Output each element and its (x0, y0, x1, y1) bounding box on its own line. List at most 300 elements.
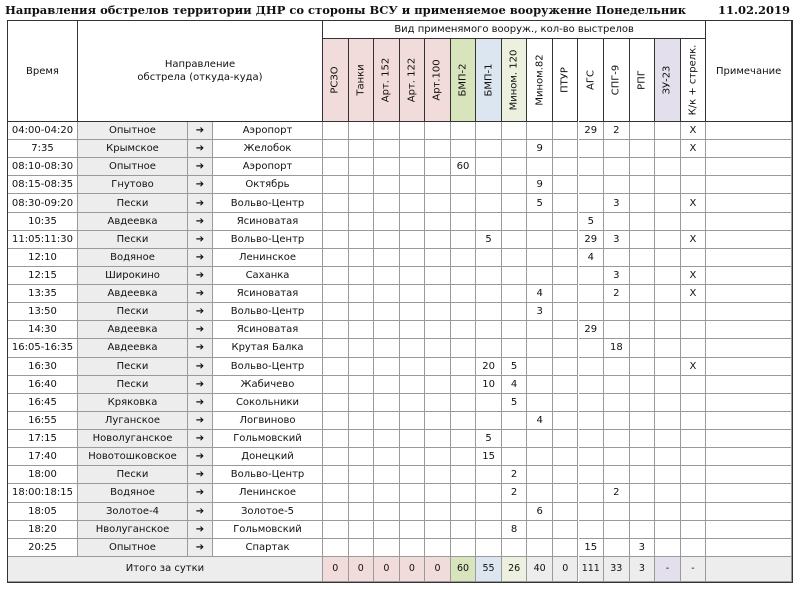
cell-value (579, 303, 605, 321)
cell-to: Сокольники (213, 394, 323, 412)
cell-value (527, 466, 553, 484)
cell-time: 18:20 (8, 521, 78, 539)
cell-value (349, 140, 375, 158)
cell-from: Нволуганское (78, 521, 188, 539)
cell-from: Авдеевка (78, 213, 188, 231)
cell-value (527, 158, 553, 176)
cell-value (655, 267, 681, 285)
cell-value (502, 231, 528, 249)
cell-value (451, 430, 477, 448)
page-header (0, 0, 800, 20)
cell-value (374, 430, 400, 448)
cell-to: Логвиново (213, 412, 323, 430)
arrow-icon: ➔ (188, 394, 213, 412)
totals-value: 111 (579, 557, 605, 582)
cell-value (349, 249, 375, 267)
cell-value (476, 140, 502, 158)
cell-value (579, 267, 605, 285)
cell-value (502, 339, 528, 357)
cell-note (706, 140, 792, 158)
cell-value (349, 231, 375, 249)
cell-to: Саханка (213, 267, 323, 285)
cell-value (630, 376, 656, 394)
cell-value (655, 412, 681, 430)
cell-value (630, 394, 656, 412)
cell-value (323, 194, 349, 212)
cell-value (630, 412, 656, 430)
cell-to: Аэропорт (213, 122, 323, 140)
cell-value (476, 521, 502, 539)
cell-time: 08:30-09:20 (8, 194, 78, 212)
cell-value (579, 503, 605, 521)
arrow-icon: ➔ (188, 412, 213, 430)
cell-from: Авдеевка (78, 339, 188, 357)
cell-value (681, 339, 707, 357)
cell-value (323, 339, 349, 357)
weapon-label: Арт.100 (431, 59, 443, 101)
cell-value (681, 412, 707, 430)
cell-value (349, 539, 375, 557)
cell-to: Ясиноватая (213, 213, 323, 231)
cell-value (655, 140, 681, 158)
cell-value (476, 466, 502, 484)
arrow-icon: ➔ (188, 503, 213, 521)
cell-value (502, 267, 528, 285)
cell-value: 29 (579, 122, 605, 140)
cell-value (425, 267, 451, 285)
cell-time: 16:45 (8, 394, 78, 412)
weapon-label: БМП-2 (457, 63, 469, 97)
cell-from: Широкино (78, 267, 188, 285)
cell-value: 2 (502, 484, 528, 502)
cell-value (400, 503, 426, 521)
cell-value (374, 194, 400, 212)
cell-value (476, 158, 502, 176)
cell-to: Спартак (213, 539, 323, 557)
cell-value (451, 503, 477, 521)
cell-value (527, 267, 553, 285)
cell-time: 18:00:18:15 (8, 484, 78, 502)
cell-note (706, 448, 792, 466)
arrow-icon: ➔ (188, 339, 213, 357)
cell-value (323, 412, 349, 430)
cell-value (374, 484, 400, 502)
cell-value (374, 122, 400, 140)
cell-value (400, 303, 426, 321)
cell-value (349, 412, 375, 430)
header-weapon (476, 39, 502, 122)
cell-from: Пески (78, 194, 188, 212)
cell-value (604, 466, 630, 484)
cell-value (553, 412, 579, 430)
cell-value (553, 231, 579, 249)
arrow-icon: ➔ (188, 285, 213, 303)
cell-value (451, 358, 477, 376)
cell-from: Опытное (78, 158, 188, 176)
weapon-label: Арт. 122 (406, 57, 418, 103)
cell-value (630, 122, 656, 140)
cell-value (681, 158, 707, 176)
cell-to: Гольмовский (213, 521, 323, 539)
cell-value (553, 466, 579, 484)
cell-from: Авдеевка (78, 321, 188, 339)
cell-value (400, 267, 426, 285)
cell-value: 9 (527, 176, 553, 194)
cell-value (553, 176, 579, 194)
cell-value (553, 448, 579, 466)
cell-value (579, 448, 605, 466)
header-weapon (323, 39, 349, 122)
cell-value: 8 (502, 521, 528, 539)
totals-value: 0 (323, 557, 349, 582)
header-weapon (400, 39, 426, 122)
cell-from: Пески (78, 231, 188, 249)
cell-value (323, 466, 349, 484)
cell-note (706, 194, 792, 212)
cell-value (604, 412, 630, 430)
cell-value (425, 213, 451, 231)
cell-value (451, 376, 477, 394)
cell-value (425, 358, 451, 376)
cell-value (349, 267, 375, 285)
cell-value (349, 430, 375, 448)
cell-value (604, 430, 630, 448)
totals-value: 60 (451, 557, 477, 582)
cell-value (425, 503, 451, 521)
cell-value (400, 376, 426, 394)
cell-value (374, 231, 400, 249)
cell-value (425, 484, 451, 502)
cell-value (579, 412, 605, 430)
cell-value: 4 (502, 376, 528, 394)
cell-value (425, 430, 451, 448)
cell-from: Кряковка (78, 394, 188, 412)
cell-note (706, 249, 792, 267)
cell-value (681, 394, 707, 412)
cell-to: Ленинское (213, 249, 323, 267)
cell-value (374, 521, 400, 539)
cell-value (655, 484, 681, 502)
weapon-label: К/к + стрелк. (687, 44, 699, 116)
weapon-label: РПГ (636, 70, 648, 90)
cell-note (706, 503, 792, 521)
cell-value: 4 (579, 249, 605, 267)
cell-value: 29 (579, 231, 605, 249)
cell-value (451, 539, 477, 557)
cell-value (374, 303, 400, 321)
arrow-icon: ➔ (188, 466, 213, 484)
cell-value: 3 (604, 194, 630, 212)
cell-value (655, 213, 681, 231)
arrow-icon: ➔ (188, 321, 213, 339)
cell-value (476, 539, 502, 557)
cell-value: 5 (579, 213, 605, 231)
cell-value (425, 466, 451, 484)
cell-value (553, 249, 579, 267)
cell-value (527, 376, 553, 394)
cell-value (681, 484, 707, 502)
header-direction-line2: обстрела (откуда-куда) (137, 72, 263, 83)
cell-value (374, 448, 400, 466)
cell-from: Золотое-4 (78, 503, 188, 521)
cell-value (323, 448, 349, 466)
cell-value (655, 430, 681, 448)
header-note: Примечание (706, 21, 792, 122)
cell-value (400, 194, 426, 212)
cell-value (604, 394, 630, 412)
arrow-icon: ➔ (188, 194, 213, 212)
cell-value: 15 (476, 448, 502, 466)
weapon-label: ПТУР (559, 67, 571, 93)
cell-note (706, 267, 792, 285)
cell-note (706, 339, 792, 357)
cell-time: 7:35 (8, 140, 78, 158)
cell-value (349, 394, 375, 412)
cell-value (400, 158, 426, 176)
cell-value (630, 285, 656, 303)
arrow-icon: ➔ (188, 448, 213, 466)
cell-value (630, 466, 656, 484)
cell-value (476, 122, 502, 140)
cell-value (451, 394, 477, 412)
cell-value (323, 231, 349, 249)
cell-value (579, 521, 605, 539)
cell-value (323, 249, 349, 267)
cell-value (681, 430, 707, 448)
cell-value (502, 158, 528, 176)
cell-value (527, 539, 553, 557)
cell-value (579, 140, 605, 158)
cell-value (400, 430, 426, 448)
cell-value (527, 249, 553, 267)
cell-value: 3 (604, 231, 630, 249)
cell-value (451, 521, 477, 539)
header-weapon (579, 39, 605, 122)
header-weapon (655, 39, 681, 122)
cell-value (323, 176, 349, 194)
cell-value (349, 213, 375, 231)
header-weapon (374, 39, 400, 122)
cell-value (655, 466, 681, 484)
cell-value (681, 539, 707, 557)
weapon-label: Танки (355, 64, 367, 96)
cell-time: 16:05-16:35 (8, 339, 78, 357)
cell-from: Опытное (78, 539, 188, 557)
cell-value (681, 521, 707, 539)
cell-value (681, 376, 707, 394)
cell-value (374, 213, 400, 231)
cell-time: 12:15 (8, 267, 78, 285)
cell-value (604, 176, 630, 194)
cell-value (604, 358, 630, 376)
arrow-icon: ➔ (188, 213, 213, 231)
cell-value (553, 394, 579, 412)
cell-value (323, 358, 349, 376)
cell-value (527, 231, 553, 249)
cell-note (706, 466, 792, 484)
cell-value: 2 (604, 122, 630, 140)
cell-time: 16:30 (8, 358, 78, 376)
cell-to: Вольво-Центр (213, 358, 323, 376)
cell-value (323, 285, 349, 303)
cell-value (349, 448, 375, 466)
cell-value (681, 448, 707, 466)
cell-value: 5 (502, 358, 528, 376)
weapon-label: Мином.82 (534, 54, 546, 106)
cell-value (400, 521, 426, 539)
totals-value: 40 (527, 557, 553, 582)
totals-value: 3 (630, 557, 656, 582)
cell-value (425, 521, 451, 539)
cell-value (655, 122, 681, 140)
cell-value (630, 503, 656, 521)
cell-value (374, 339, 400, 357)
cell-value (553, 303, 579, 321)
cell-value (681, 249, 707, 267)
cell-value: 6 (527, 503, 553, 521)
cell-value (579, 176, 605, 194)
cell-value (323, 484, 349, 502)
cell-value (374, 249, 400, 267)
cell-from: Водяное (78, 484, 188, 502)
cell-value (323, 521, 349, 539)
cell-to: Вольво-Центр (213, 231, 323, 249)
header-direction-line1: Направление (164, 59, 236, 70)
cell-value (553, 339, 579, 357)
cell-from: Пески (78, 466, 188, 484)
cell-time: 16:40 (8, 376, 78, 394)
cell-value (425, 158, 451, 176)
totals-value: 0 (425, 557, 451, 582)
cell-value: 18 (604, 339, 630, 357)
cell-value (579, 484, 605, 502)
cell-value (553, 122, 579, 140)
cell-value (527, 484, 553, 502)
cell-value (349, 122, 375, 140)
weapon-label: СПГ-9 (610, 64, 622, 96)
cell-value (349, 285, 375, 303)
cell-value (553, 267, 579, 285)
cell-value (374, 321, 400, 339)
arrow-icon: ➔ (188, 267, 213, 285)
cell-value (604, 376, 630, 394)
header-direction (78, 21, 323, 122)
cell-value (502, 213, 528, 231)
cell-to: Ленинское (213, 484, 323, 502)
cell-time: 18:05 (8, 503, 78, 521)
cell-value (425, 140, 451, 158)
totals-value: 0 (374, 557, 400, 582)
cell-time: 04:00-04:20 (8, 122, 78, 140)
cell-value (400, 249, 426, 267)
cell-value (630, 358, 656, 376)
cell-value (400, 448, 426, 466)
cell-value: 20 (476, 358, 502, 376)
cell-value: 15 (579, 539, 605, 557)
cell-value (451, 412, 477, 430)
cell-value (655, 321, 681, 339)
cell-value (425, 122, 451, 140)
cell-value (323, 376, 349, 394)
cell-value (579, 394, 605, 412)
cell-time: 08:15-08:35 (8, 176, 78, 194)
cell-from: Водяное (78, 249, 188, 267)
cell-value (553, 484, 579, 502)
cell-value (476, 267, 502, 285)
totals-value: 26 (502, 557, 528, 582)
cell-from: Луганское (78, 412, 188, 430)
cell-to: Гольмовский (213, 430, 323, 448)
cell-value (655, 376, 681, 394)
cell-to: Жабичево (213, 376, 323, 394)
cell-value (425, 249, 451, 267)
cell-value (323, 321, 349, 339)
totals-value: 55 (476, 557, 502, 582)
cell-time: 11:05:11:30 (8, 231, 78, 249)
cell-value (604, 539, 630, 557)
cell-value (527, 339, 553, 357)
cell-value (655, 521, 681, 539)
cell-value (604, 448, 630, 466)
cell-to: Донецкий (213, 448, 323, 466)
header-weapon (604, 39, 630, 122)
cell-value (681, 466, 707, 484)
cell-value (476, 303, 502, 321)
weapon-label: Арт. 152 (380, 57, 392, 103)
cell-value (502, 285, 528, 303)
cell-value (425, 539, 451, 557)
cell-value (400, 140, 426, 158)
cell-note (706, 303, 792, 321)
cell-value: Х (681, 194, 707, 212)
shelling-table (7, 20, 793, 583)
arrow-icon: ➔ (188, 158, 213, 176)
cell-value (400, 358, 426, 376)
weapon-label: РСЗО (329, 66, 341, 94)
cell-value (349, 466, 375, 484)
cell-value (630, 521, 656, 539)
header-weapon (630, 39, 656, 122)
cell-value (374, 358, 400, 376)
cell-value (349, 321, 375, 339)
cell-value (630, 321, 656, 339)
cell-time: 10:35 (8, 213, 78, 231)
cell-value (630, 448, 656, 466)
cell-value (579, 158, 605, 176)
page-title: Направления обстрелов территории ДНР со стороны ВСУ и применяемое вооружение Понедельник (5, 3, 687, 17)
cell-value (681, 321, 707, 339)
cell-value (323, 430, 349, 448)
cell-value (604, 521, 630, 539)
cell-to: Ясиноватая (213, 321, 323, 339)
cell-value (451, 213, 477, 231)
cell-value (553, 358, 579, 376)
cell-value (630, 158, 656, 176)
header-weapon (527, 39, 553, 122)
cell-value (425, 176, 451, 194)
cell-value (630, 213, 656, 231)
cell-from: Пески (78, 376, 188, 394)
cell-value (400, 321, 426, 339)
cell-to: Октябрь (213, 176, 323, 194)
cell-value (476, 285, 502, 303)
cell-value (579, 376, 605, 394)
cell-note (706, 231, 792, 249)
cell-value (502, 321, 528, 339)
arrow-icon: ➔ (188, 484, 213, 502)
cell-to: Вольво-Центр (213, 466, 323, 484)
weapon-label: ЗУ-23 (661, 65, 673, 95)
